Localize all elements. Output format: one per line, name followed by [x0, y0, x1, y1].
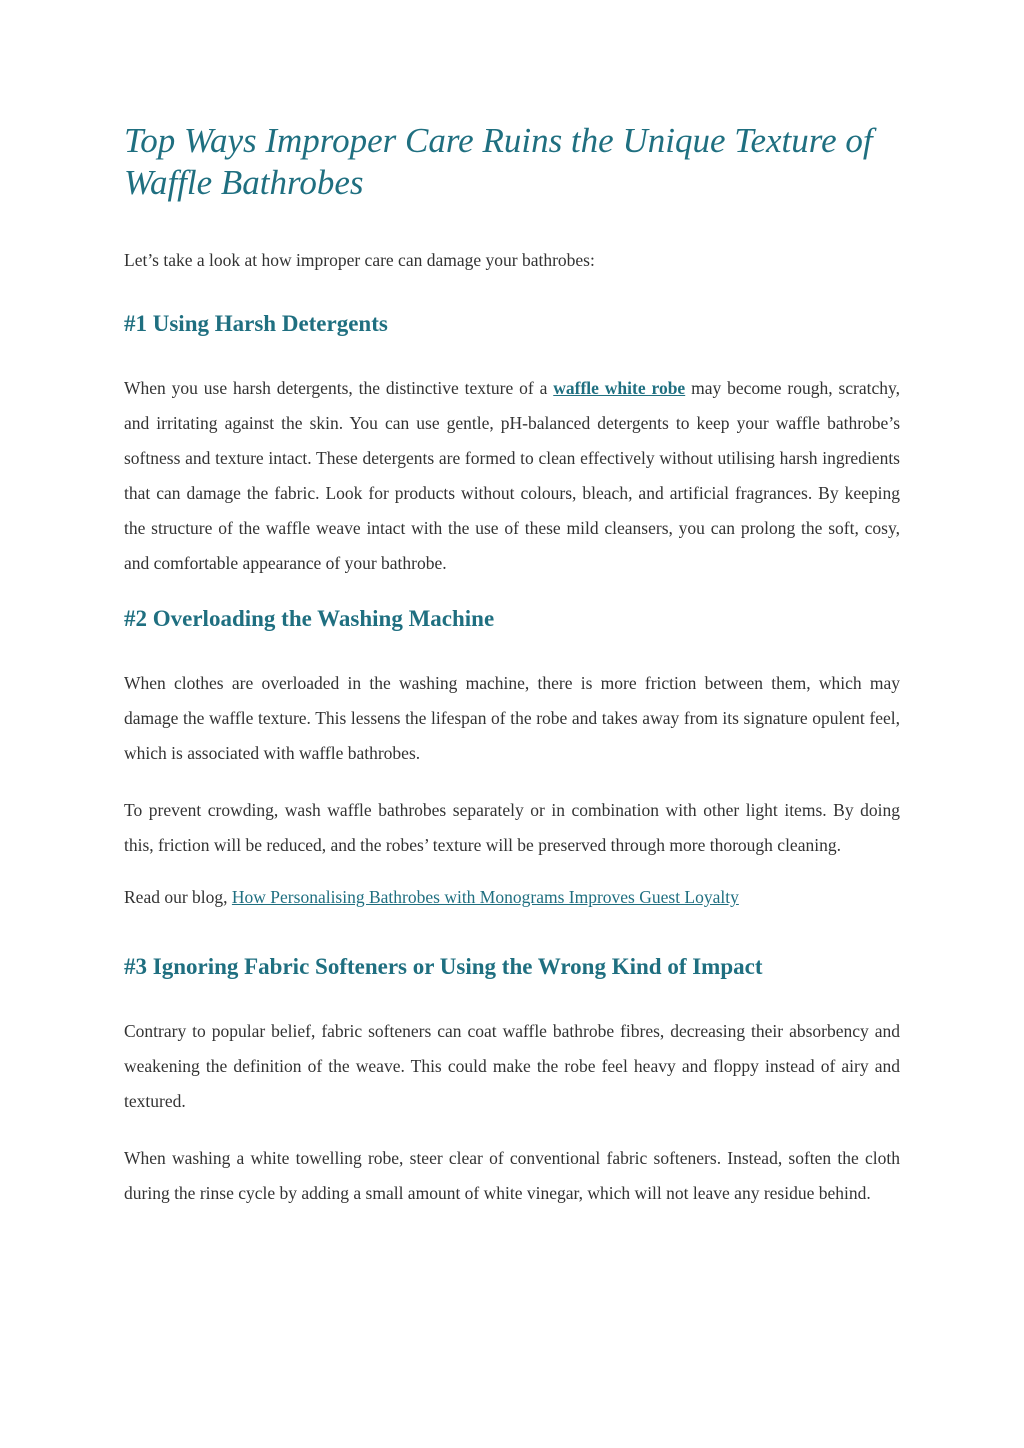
- paragraph-fabric-softeners-2: When washing a white towelling robe, steer clear of conventional fabric softeners. Instead, soften the cloth during the rinse cycle by adding a small amount of white vinegar, which will not leave any residue behind.: [124, 1148, 900, 1203]
- paragraph-fabric-softeners-1: Contrary to popular belief, fabric softeners can coat waffle bathrobe fibres, decreasing their absorbency and weakening the definition of the weave. This could make the robe feel heavy and floppy instead of airy and textured.: [124, 1021, 900, 1111]
- paragraph-overloading-1: When clothes are overloaded in the washing machine, there is more friction between them, which may damage the waffle texture. This lessens the lifespan of the robe and takes away from its signature opulent feel, which is associated with waffle bathrobes.: [124, 673, 900, 763]
- blog-link-monograms[interactable]: How Personalising Bathrobes with Monograms Improves Guest Loyalty: [231, 887, 739, 907]
- paragraph-harsh-detergents: [124, 371, 900, 581]
- paragraph-overloading-2: To prevent crowding, wash waffle bathrobes separately or in combination with other light items. By doing this, friction will be reduced, and the robes’ texture will be preserved through more thorough cleaning.: [124, 800, 900, 855]
- intro-text: Let’s take a look at how improper care can damage your bathrobes:: [124, 250, 595, 270]
- document-page: [124, 120, 900, 1233]
- read-blog-line: [124, 885, 900, 909]
- section-heading-overloading: #2 Overloading the Washing Machine: [124, 606, 495, 631]
- read-blog-prefix: Read our blog,: [124, 887, 232, 907]
- page-title: Top Ways Improper Care Ruins the Unique Texture of Waffle Bathrobes: [124, 121, 873, 202]
- waffle-white-robe-link[interactable]: waffle white robe: [553, 378, 686, 398]
- section-heading-harsh-detergents: #1 Using Harsh Detergents: [124, 311, 388, 336]
- paragraph-text: may become rough, scratchy, and irritating against the skin. You can use gentle, pH-balanced detergents to keep your waffle bathrobe’s softness and texture intact. These detergents are formed to clean effectively without utilising harsh ingredients that can damage the fabric. Look for products without colours, bleach, and artificial fragrances. By keeping the structure of the waffle weave intact with the use of these mild cleansers, you can prolong the soft, cosy, and comfortable appearance of your bathrobe.: [124, 378, 900, 573]
- section-heading-fabric-softeners: #3 Ignoring Fabric Softeners or Using the Wrong Kind of Impact: [124, 954, 763, 979]
- paragraph-text: When you use harsh detergents, the distinctive texture of a: [124, 378, 554, 398]
